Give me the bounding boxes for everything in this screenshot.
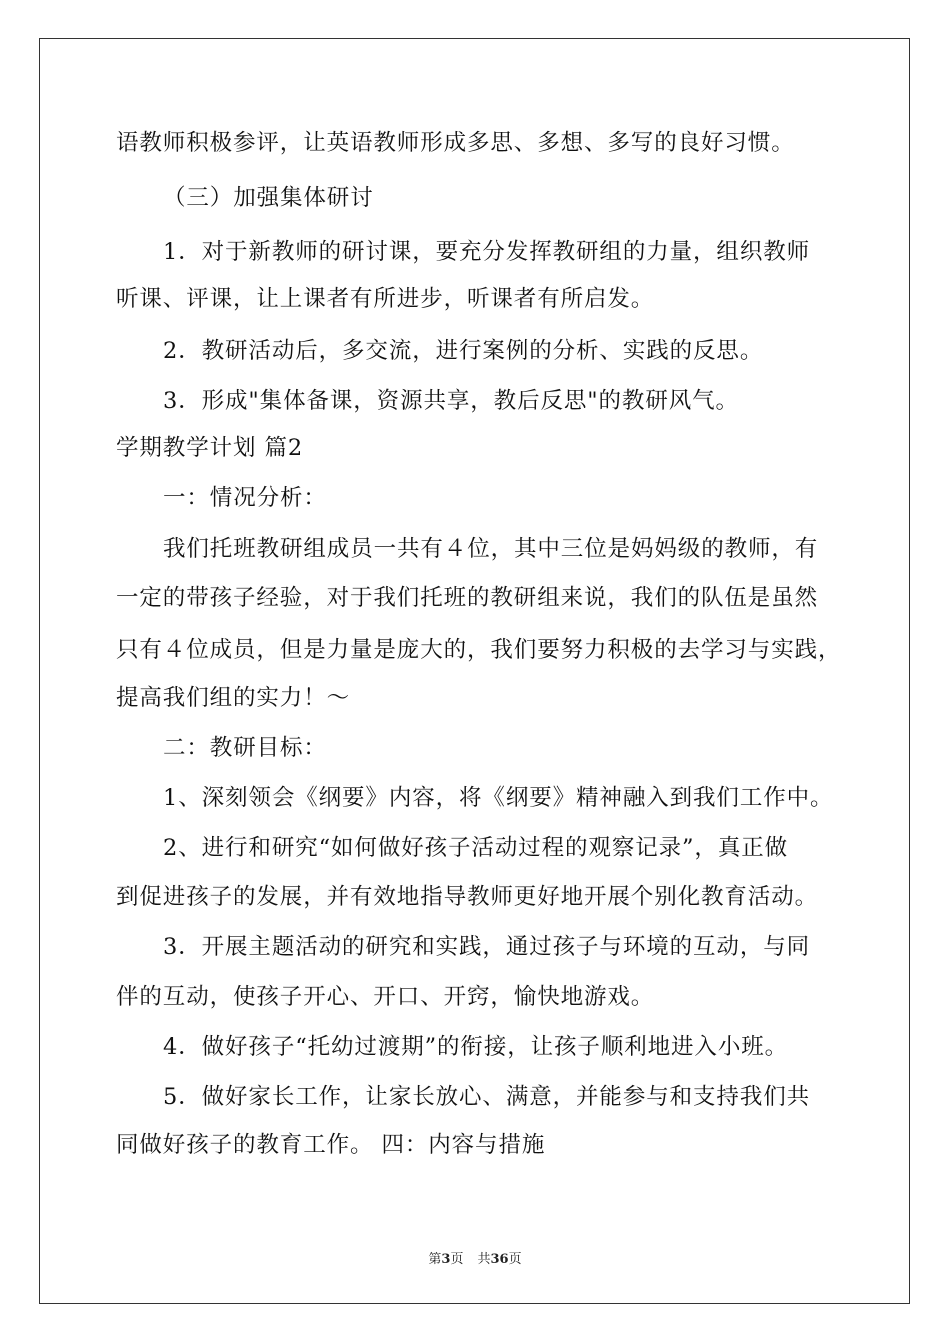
total-prefix: 共 bbox=[477, 1252, 491, 1267]
text-line: 听课、评课，让上课者有所进步，听课者有所启发。 bbox=[116, 286, 655, 312]
text-line: 到促进孩子的发展，并有效地指导教师更好地开展个别化教育活动。 bbox=[116, 884, 819, 910]
text-line: 语教师积极参评，让英语教师形成多思、多想、多写的良好习惯。 bbox=[116, 130, 795, 156]
text-line: 伴的互动，使孩子开心、开口、开窍，愉快地游戏。 bbox=[116, 984, 655, 1010]
text-line: 3．开展主题活动的研究和实践，通过孩子与环境的互动，与同 bbox=[163, 934, 811, 960]
text-line: 5．做好家长工作，让家长放心、满意，并能参与和支持我们共 bbox=[163, 1084, 811, 1110]
text-line: 我们托班教研组成员一共有４位，其中三位是妈妈级的教师，有 bbox=[163, 536, 819, 562]
page-footer bbox=[0, 1248, 950, 1267]
text-line: 一定的带孩子经验，对于我们托班的教研组来说，我们的队伍是虽然 bbox=[116, 585, 819, 611]
text-line: 2．教研活动后，多交流，进行案例的分析、实践的反思。 bbox=[163, 338, 764, 364]
section-heading: 二：教研目标： bbox=[163, 735, 327, 761]
text-line: 2、进行和研究“如何做好孩子活动过程的观察记录”，真正做 bbox=[163, 835, 789, 861]
text-line: 1．对于新教师的研讨课，要充分发挥教研组的力量，组织教师 bbox=[163, 239, 811, 265]
document-title: 学期教学计划 篇2 bbox=[116, 435, 304, 461]
text-line: 同做好孩子的教育工作。 四：内容与措施 bbox=[116, 1132, 546, 1158]
section-heading: （三）加强集体研讨 bbox=[163, 185, 374, 211]
page-number: 3 bbox=[441, 1252, 451, 1267]
page-prefix: 第 bbox=[428, 1252, 442, 1267]
text-line: 3．形成"集体备课，资源共享，教后反思"的教研风气。 bbox=[163, 388, 739, 414]
page-unit: 页 bbox=[450, 1252, 464, 1267]
text-line: 1、深刻领会《纲要》内容，将《纲要》精神融入到我们工作中。 bbox=[163, 785, 834, 811]
text-line: 只有４位成员，但是力量是庞大的，我们要努力积极的去学习与实践， bbox=[116, 637, 842, 663]
page-border bbox=[39, 38, 910, 1304]
section-heading: 一：情况分析： bbox=[163, 485, 327, 511]
text-line: 提高我们组的实力！～ bbox=[116, 685, 351, 711]
total-unit: 页 bbox=[508, 1252, 522, 1267]
text-line: 4．做好孩子“托幼过渡期”的衔接，让孩子顺利地进入小班。 bbox=[163, 1034, 789, 1060]
page-total: 36 bbox=[490, 1252, 509, 1267]
